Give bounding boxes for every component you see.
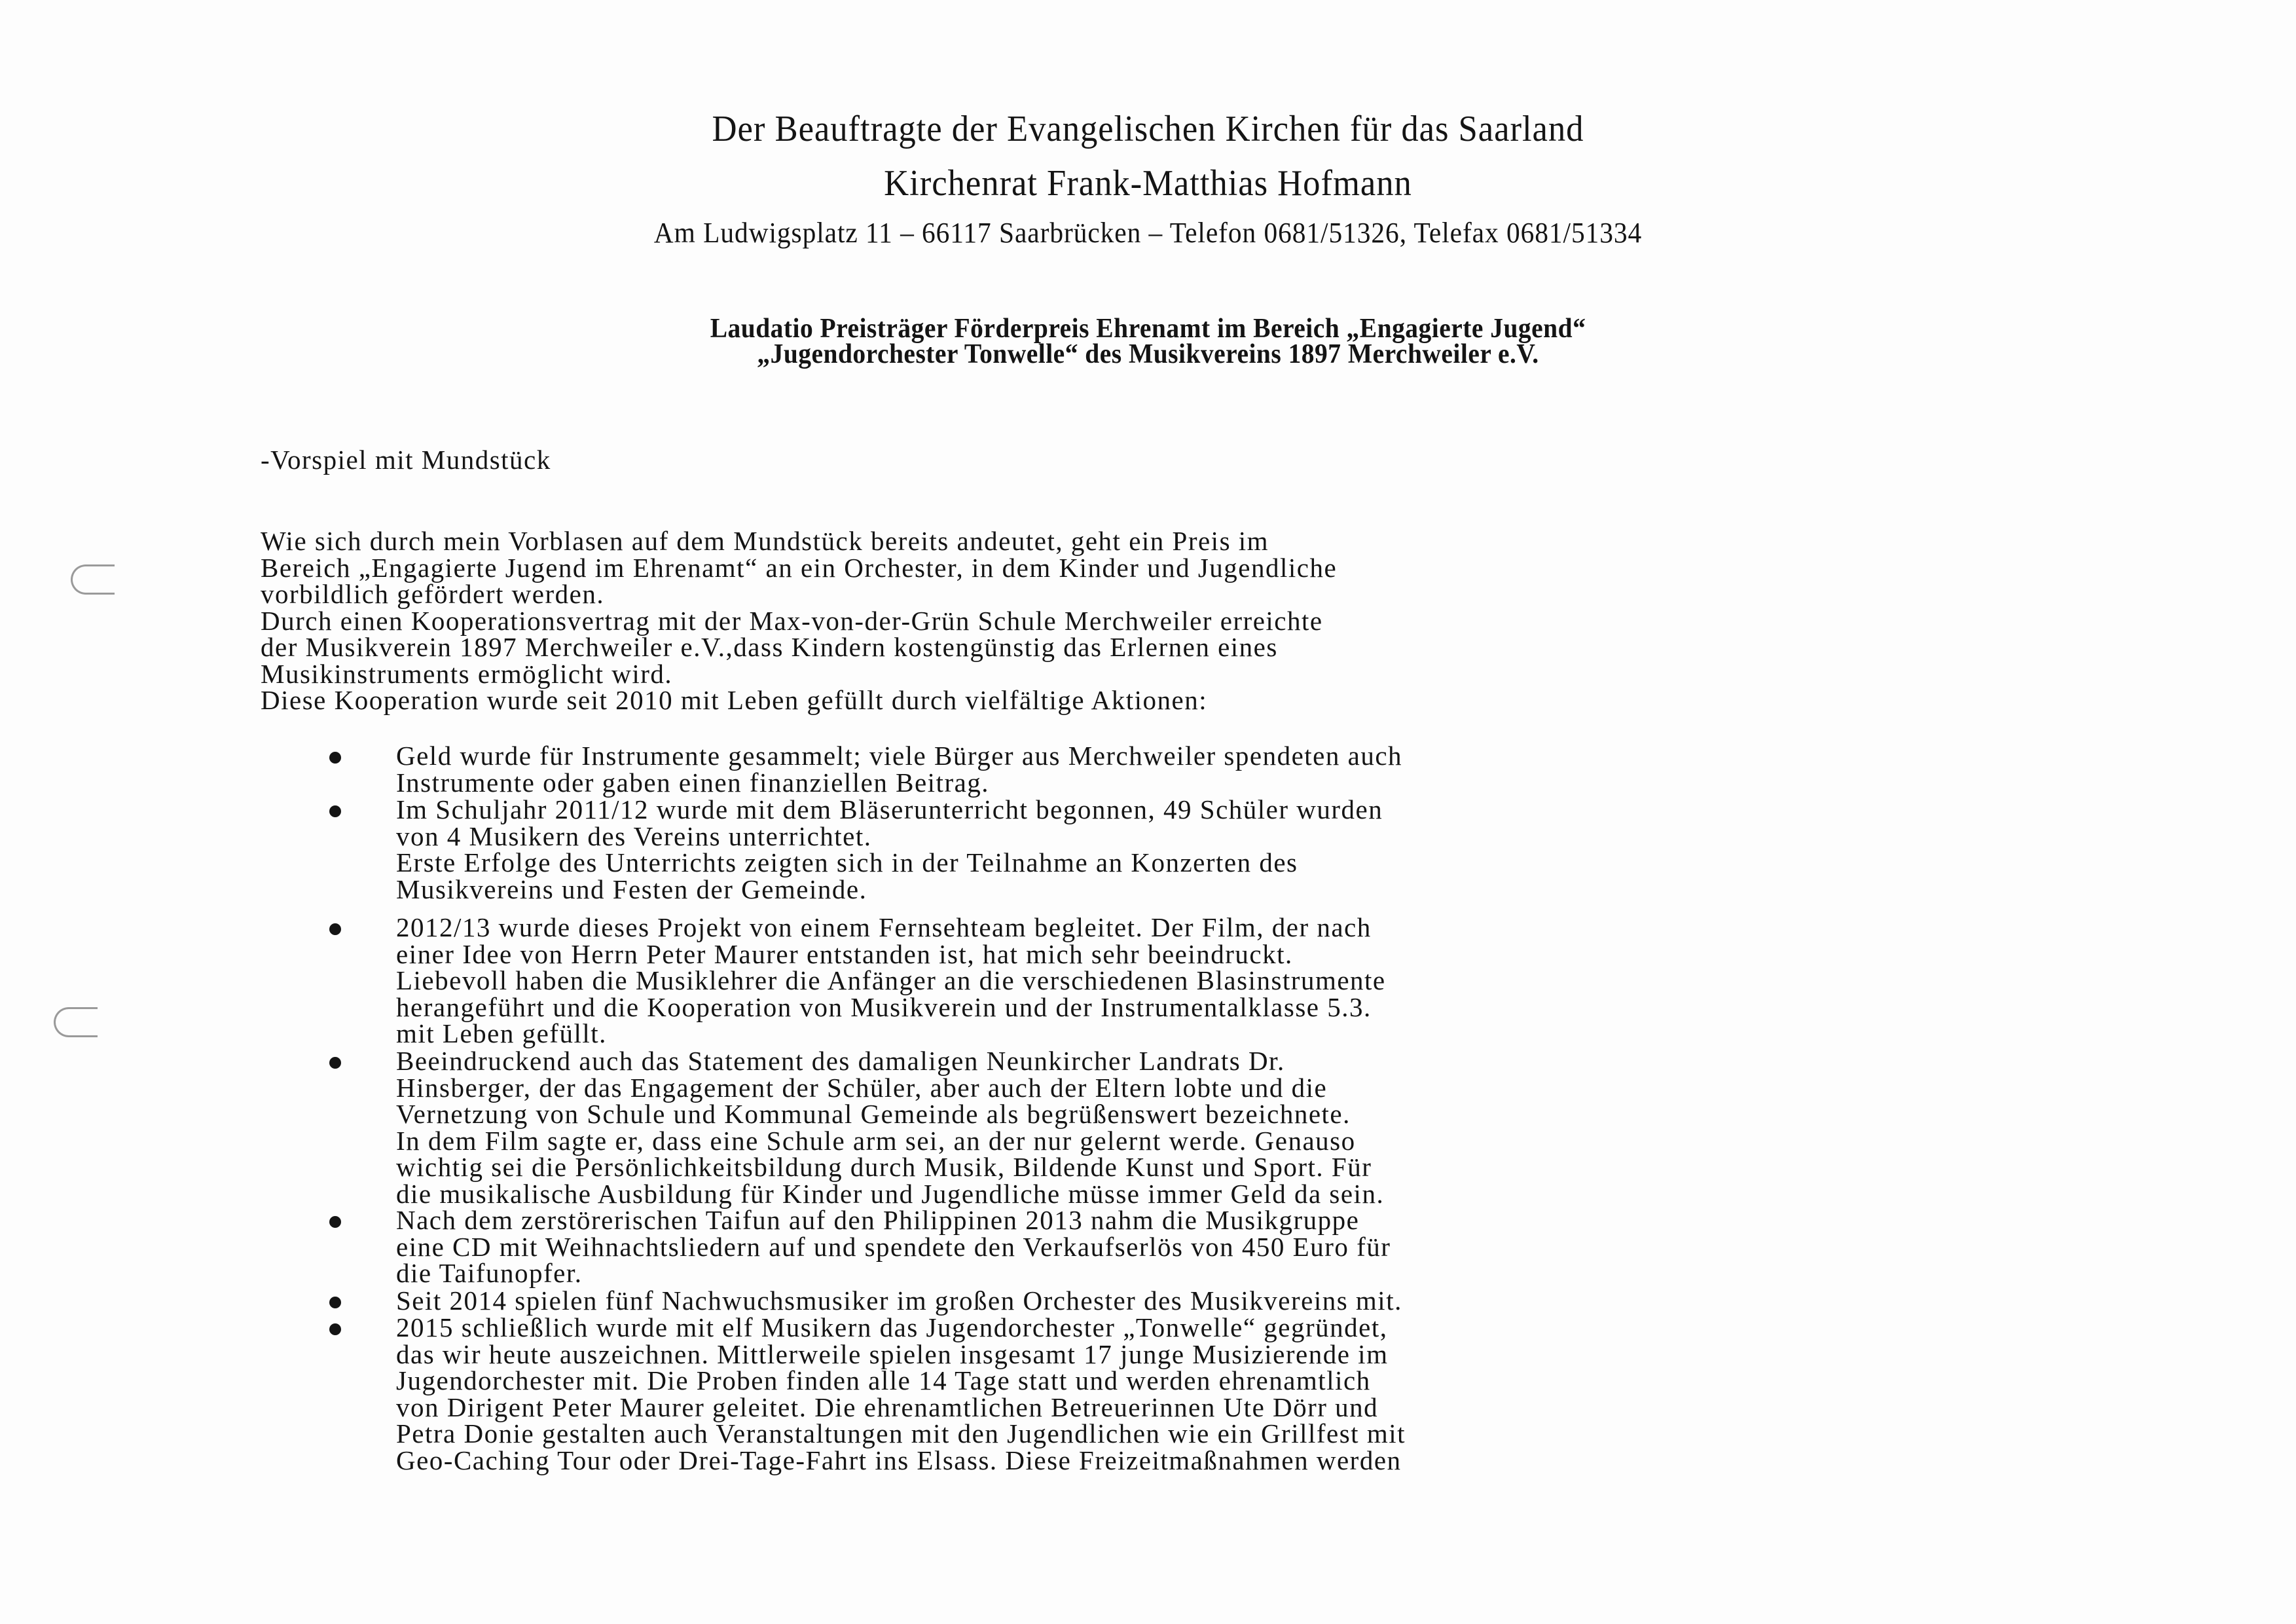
bullet-item-line: die musikalische Ausbildung für Kinder und Jugendliche müsse immer Geld da sein. <box>396 1178 1385 1209</box>
paragraph-line: vorbildlich gefördert werden. <box>261 579 605 609</box>
bullet-item-line: Erste Erfolge des Unterrichts zeigten sich in der Teilnahme an Konzerten des <box>396 847 1298 877</box>
bullet-point-icon <box>329 1297 341 1308</box>
bullet-item-line: herangeführt und die Kooperation von Musikverein und der Instrumentalklasse 5.3. <box>396 991 1372 1022</box>
bullet-item-line: In dem Film sagte er, dass eine Schule arm sei, an der nur gelernt werde. Genauso <box>396 1125 1356 1156</box>
bullet-item-line: Liebevoll haben die Musiklehrer die Anfänger an die verschiedenen Blasinstrumente <box>396 965 1386 995</box>
bullet-item-line: 2015 schließlich wurde mit elf Musikern das Jugendorchester „Tonwelle“ gegründet, <box>396 1312 1388 1342</box>
bullet-point-icon <box>329 752 341 764</box>
bullet-item-line: Jugendorchester mit. Die Proben finden alle 14 Tage statt und werden ehrenamtlich <box>396 1365 1371 1395</box>
bullet-item-line: Beeindruckend auch das Statement des damaligen Neunkircher Landrats Dr. <box>396 1046 1285 1076</box>
paragraph-line: der Musikverein 1897 Merchweiler e.V.,dass Kindern kostengünstig das Erlernen eines <box>261 632 1278 662</box>
bullet-item-line: Hinsberger, der das Engagement der Schüler, aber auch der Eltern lobte und die <box>396 1072 1328 1103</box>
paragraph-line: Bereich „Engagierte Jugend im Ehrenamt“ an ein Orchester, in dem Kinder und Jugendliche <box>261 552 1338 583</box>
letterhead-address: Am Ludwigsplatz 11 – 66117 Saarbrücken – Telefon 0681/51326, Telefax 0681/51334 <box>653 217 1643 249</box>
bullet-item-line: die Taifunopfer. <box>396 1258 583 1288</box>
paragraph-line: Wie sich durch mein Vorblasen auf dem Mundstück bereits andeutet, geht ein Preis im <box>261 526 1269 556</box>
bullet-point-icon <box>329 923 341 935</box>
bullet-item-line: mit Leben gefüllt. <box>396 1018 607 1048</box>
bullet-point-icon <box>329 1057 341 1069</box>
bullet-item-line: Im Schuljahr 2011/12 wurde mit dem Bläserunterricht begonnen, 49 Schüler wurden <box>396 794 1383 824</box>
paragraph-line: Musikinstruments ermöglicht wird. <box>261 658 673 689</box>
bullet-item-line: einer Idee von Herrn Peter Maurer entstanden ist, hat mich sehr beeindruckt. <box>396 938 1293 969</box>
punch-hole-mark <box>71 564 115 595</box>
bullet-item-line: Petra Donie gestalten auch Veranstaltungen mit den Jugendlichen wie ein Grillfest mit <box>396 1418 1406 1449</box>
bullet-item-line: Vernetzung von Schule und Kommunal Gemeinde als begrüßenswert bezeichnete. <box>396 1099 1351 1129</box>
bullet-point-icon <box>329 1216 341 1228</box>
bullet-item-line: Instrumente oder gaben einen finanziellen Beitrag. <box>396 767 990 798</box>
bullet-point-icon <box>329 805 341 817</box>
bullet-item-line: von 4 Musikern des Vereins unterrichtet. <box>396 821 872 851</box>
prelude-note: -Vorspiel mit Mundstück <box>261 445 551 475</box>
bullet-item-line: Nach dem zerstörerischen Taifun auf den Philippinen 2013 nahm die Musikgruppe <box>396 1205 1360 1235</box>
bullet-item-line: Geld wurde für Instrumente gesammelt; viele Bürger aus Merchweiler spendeten auch <box>396 741 1403 771</box>
letterhead-institution: Der Beauftragte der Evangelischen Kirchen für das Saarland <box>712 109 1584 149</box>
bullet-item-line: Seit 2014 spielen fünf Nachwuchsmusiker im großen Orchester des Musikvereins mit. <box>396 1285 1402 1316</box>
paragraph-line: Durch einen Kooperationsvertrag mit der Max-von-der-Grün Schule Merchweiler erreichte <box>261 605 1323 636</box>
bullet-item-line: Musikvereins und Festen der Gemeinde. <box>396 874 867 904</box>
document-title-line: Laudatio Preisträger Förderpreis Ehrenamt im Bereich „Engagierte Jugend“ <box>710 314 1586 344</box>
bullet-item-line: 2012/13 wurde dieses Projekt von einem Fernsehteam begleitet. Der Film, der nach <box>396 912 1372 942</box>
bullet-item-line: das wir heute auszeichnen. Mittlerweile spielen insgesamt 17 junge Musizierende im <box>396 1338 1389 1369</box>
paragraph-line: Diese Kooperation wurde seit 2010 mit Leben gefüllt durch vielfältige Aktionen: <box>261 685 1208 715</box>
bullet-point-icon <box>329 1323 341 1335</box>
letterhead-name: Kirchenrat Frank-Matthias Hofmann <box>884 163 1412 204</box>
document-title-line: „Jugendorchester Tonwelle“ des Musikvereins 1897 Merchweiler e.V. <box>757 339 1539 369</box>
bullet-item-line: von Dirigent Peter Maurer geleitet. Die ehrenamtlichen Betreuerinnen Ute Dörr und <box>396 1392 1379 1422</box>
punch-hole-mark <box>54 1007 98 1037</box>
bullet-item-line: Geo-Caching Tour oder Drei-Tage-Fahrt ins Elsass. Diese Freizeitmaßnahmen werden <box>396 1445 1402 1475</box>
bullet-item-line: wichtig sei die Persönlichkeitsbildung durch Musik, Bildende Kunst und Sport. Für <box>396 1152 1372 1182</box>
bullet-item-line: eine CD mit Weihnachtsliedern auf und spendete den Verkaufserlös von 450 Euro für <box>396 1231 1391 1262</box>
